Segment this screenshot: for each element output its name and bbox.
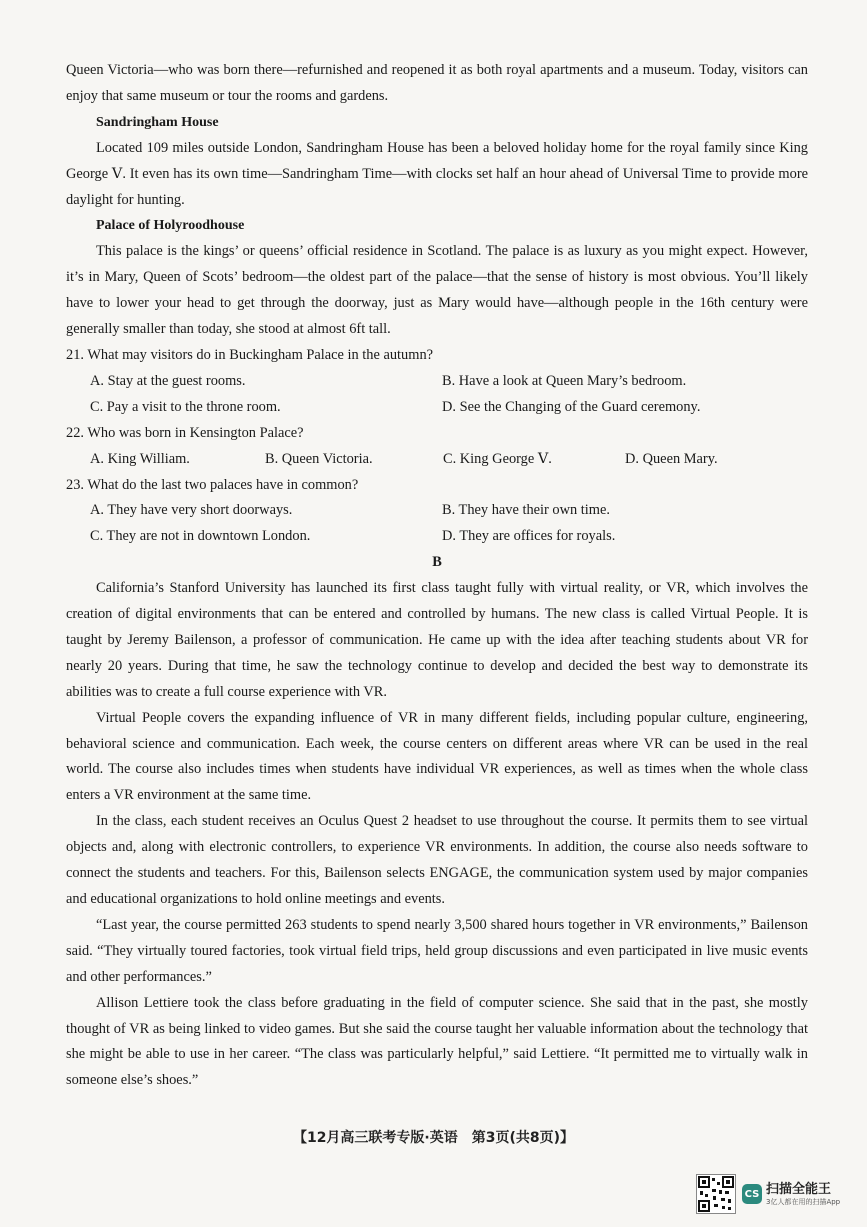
question-stem: 22. Who was born in Kensington Palace? bbox=[66, 424, 304, 441]
section-b-label: B bbox=[432, 554, 442, 571]
paragraph-b4: “Last year, the course permitted 263 students to spend nearly 3,500 shared hours together in VR environments,” Bailenson said. “They virtually toured factories, took virtual field trips, held group discussions and even participated in live music events and other performances.” bbox=[66, 916, 808, 985]
paragraph-b5: Allison Lettiere took the class before graduating in the field of computer science. She said that in the past, she mostly thought of VR as being linked to video games. But she said the course taught her valuable information about the technology that she might be able to use in her career. “The class was particularly helpful,” said Lettiere. “It permitted me to virtually walk in someone else’s shoes.” bbox=[66, 994, 808, 1089]
paragraph-b1: California’s Stanford University has launched its first class taught fully with virtual reality, or VR, which involves the creation of digital environments that can be entered and controlled by humans. The new class is called Virtual People. It is taught by Jeremy Bailenson, a professor of communication. He came up with the idea after teaching students about VR for nearly 20 years. During that time, he saw the technology continue to develop and decided the best way to demonstrate its abilities was to create a full course experience with VR. bbox=[66, 580, 808, 700]
question-stem: 21. What may visitors do in Buckingham Palace in the autumn? bbox=[66, 346, 434, 363]
question-23 bbox=[66, 473, 808, 551]
heading-sandringham: Sandringham House bbox=[96, 114, 219, 130]
option-b: B. Queen Victoria. bbox=[265, 450, 373, 467]
question-options bbox=[66, 447, 808, 473]
paragraph-b2: Virtual People covers the expanding influence of VR in many different fields, including popular culture, engineering, behavioral science and communication. Each week, the course centers on different areas where VR can be used in the real world. The course also includes times when students have individual VR experiences, as well as times when the whole class enters a VR environment at the same time. bbox=[66, 709, 808, 804]
exam-page bbox=[66, 58, 808, 1094]
option-b: B. They have their own time. bbox=[442, 502, 610, 519]
scanner-name: 扫描全能王 bbox=[766, 1181, 832, 1197]
option-c: C. They are not in downtown London. bbox=[90, 528, 311, 545]
option-d: D. See the Changing of the Guard ceremony. bbox=[442, 398, 701, 415]
page-footer: 【12月高三联考专版·英语 第3页(共8页)】 bbox=[292, 1130, 575, 1146]
paragraph-holyroodhouse: This palace is the kings’ or queens’ official residence in Scotland. The palace is as luxury as you might expect. However, it’s in Mary, Queen of Scots’ bedroom—the oldest part of the palace—that the sense of history is most obvious. You’ll likely have to lower your head to get through the doorway, just as Mary would have—although people in the 16th century were generally smaller than today, she stood at almost 6ft tall. bbox=[66, 243, 808, 338]
question-stem: 23. What do the last two palaces have in common? bbox=[66, 476, 359, 493]
option-c: C. Pay a visit to the throne room. bbox=[90, 398, 281, 415]
paragraph-victoria: Queen Victoria—who was born there—refurnished and reopened it as both royal apartments and a museum. Today, visitors can enjoy that same museum or tour the rooms and gardens. bbox=[66, 62, 808, 104]
option-c: C. King George Ⅴ. bbox=[443, 450, 552, 467]
heading-holyroodhouse: Palace of Holyroodhouse bbox=[96, 218, 245, 234]
camscanner-logo-icon: CS bbox=[742, 1184, 762, 1204]
qr-code-icon bbox=[696, 1174, 736, 1214]
paragraph-sandringham: Located 109 miles outside London, Sandringham House has been a beloved holiday home for the royal family since King George Ⅴ. It even has its own time—Sandringham Time—with clocks set half an hour ahead of Universal Time to provide more daylight for hunting. bbox=[66, 139, 808, 208]
option-d: D. They are offices for royals. bbox=[442, 528, 616, 545]
scanner-brand bbox=[766, 1182, 840, 1207]
question-21 bbox=[66, 343, 808, 421]
option-a: A. Stay at the guest rooms. bbox=[90, 372, 246, 389]
option-d: D. Queen Mary. bbox=[625, 450, 718, 467]
scanner-watermark bbox=[696, 1172, 856, 1216]
question-options bbox=[66, 498, 808, 550]
option-a: A. They have very short doorways. bbox=[90, 502, 293, 519]
option-b: B. Have a look at Queen Mary’s bedroom. bbox=[442, 372, 687, 389]
paragraph-b3: In the class, each student receives an Oculus Quest 2 headset to use throughout the course. It permits them to see virtual objects and, along with electronic controllers, to experience VR environments. In addition, the course also needs software to connect the students and teachers. For this, Bailenson selects ENGAGE, the communication system used by major companies and educational organizations to hold online meetings and events. bbox=[66, 813, 808, 907]
question-options bbox=[66, 369, 808, 421]
option-a: A. King William. bbox=[90, 450, 190, 467]
question-22 bbox=[66, 421, 808, 473]
scanner-tagline: 3亿人都在用的扫描App bbox=[766, 1197, 841, 1206]
